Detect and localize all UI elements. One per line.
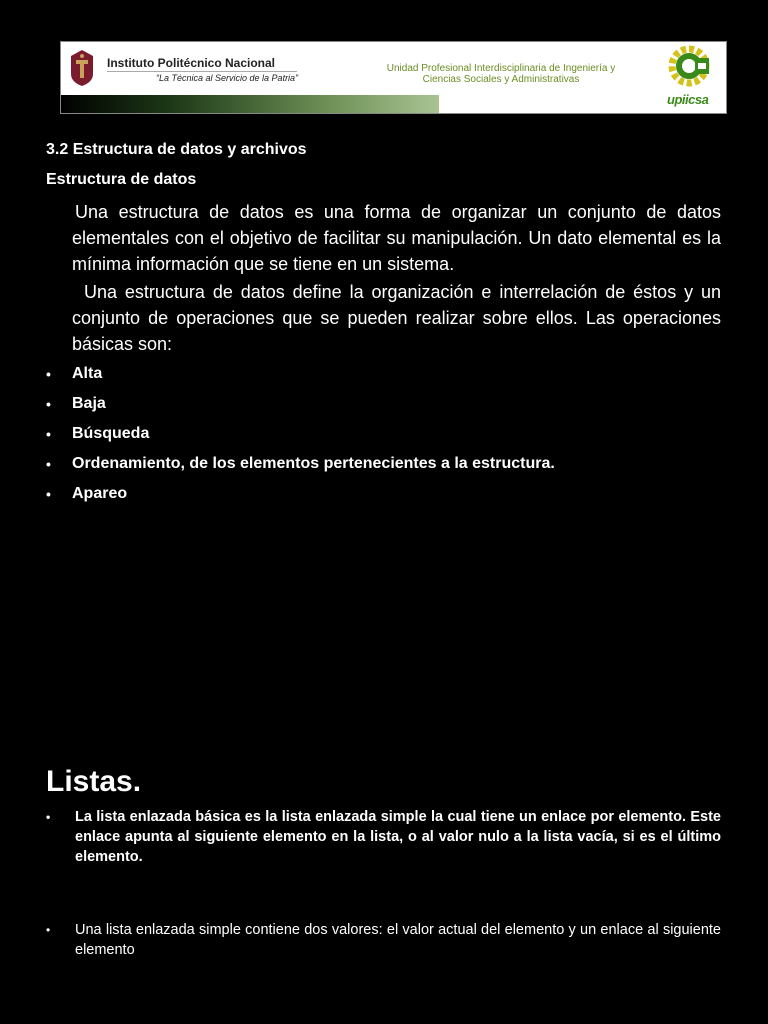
paragraph-definition: Una estructura de datos es una forma de organizar un conjunto de datos elementales con el objetivo de facilitar su manipulación. Un dato elemental es la mínima información que se tiene en un sistema. <box>72 202 721 274</box>
institution-motto: “La Técnica al Servicio de la Patria” <box>156 73 299 83</box>
paragraph-operations-intro: Una estructura de datos define la organización e interrelación de éstos y un conjunto de operaciones que se pueden realizar sobre ellos. Las operaciones básicas son: <box>72 282 721 354</box>
divider <box>107 71 297 72</box>
listas-bullet-simple: • La lista enlazada básica es la lista enlazada simple la cual tiene un enlace por elemento. Este enlace apunta al siguiente elemento en la lista, o al valor nulo a la lista vacía, si es el último elemento. <box>46 809 721 865</box>
section-heading: 3.2 Estructura de datos y archivos <box>46 141 307 158</box>
list-item: • Apareo <box>46 485 128 502</box>
institution-name: Instituto Politécnico Nacional <box>107 56 276 70</box>
unit-name-line1: Unidad Profesional Interdisciplinaria de Ingeniería y <box>386 63 616 74</box>
upiicsa-logo-icon <box>667 44 715 94</box>
header-banner <box>60 41 727 114</box>
list-item: • Baja <box>46 395 106 412</box>
list-item: • Ordenamiento, de los elementos pertenecientes a la estructura. <box>46 455 555 472</box>
unit-name-line2: Ciencias Sociales y Administrativas <box>422 74 580 85</box>
listas-bullet-values: • Una lista enlazada simple contiene dos valores: el valor actual del elemento y un enlace al siguiente elemento <box>46 922 721 958</box>
operations-list <box>46 361 555 511</box>
list-item: • Búsqueda <box>46 425 150 442</box>
upiicsa-logo-text: upiicsa <box>667 92 709 107</box>
list-item: • Alta <box>46 365 103 382</box>
listas-title: Listas. <box>46 765 142 798</box>
banner-gradient-bar <box>61 95 439 113</box>
ipn-logo-icon <box>67 48 97 88</box>
section-subheading: Estructura de datos <box>46 171 197 188</box>
unit-name <box>366 63 636 85</box>
